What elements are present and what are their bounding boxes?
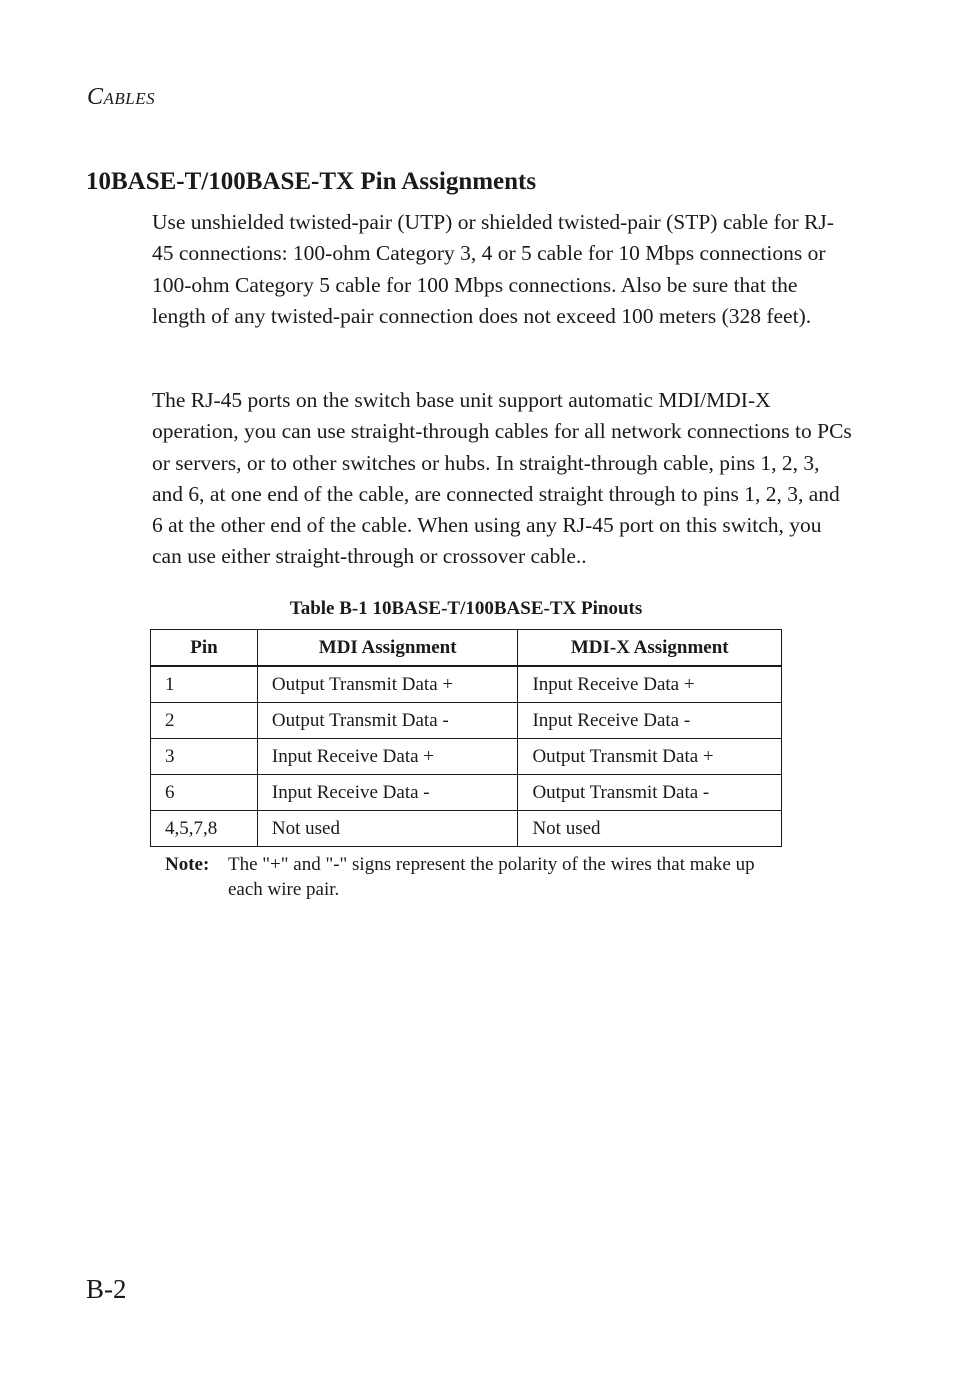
pin-cell: 1 xyxy=(151,666,258,703)
mdix-cell: Not used xyxy=(518,811,782,847)
column-header-pin: Pin xyxy=(151,630,258,667)
table-row xyxy=(151,666,782,703)
table-row xyxy=(151,775,782,811)
pin-cell: 2 xyxy=(151,703,258,739)
running-head: Cables xyxy=(87,84,156,110)
mdi-cell: Not used xyxy=(257,811,518,847)
mdi-cell: Output Transmit Data - xyxy=(257,703,518,739)
column-header-mdi: MDI Assignment xyxy=(257,630,518,667)
section-title: 10BASE-T/100BASE-TX Pin Assignments xyxy=(86,168,537,195)
pin-cell: 3 xyxy=(151,739,258,775)
body-paragraph-cable-types: Use unshielded twisted-pair (UTP) or shielded twisted-pair (STP) cable for RJ-45 connections: 100-ohm Category 3, 4 or 5 cable for 10 Mbps connections or 100-ohm Category 5 cable for 100 Mbps connections. Also be sure that the length of any twisted-pair connection does not exceed 100 meters (328 feet). xyxy=(152,210,834,328)
mdix-cell: Output Transmit Data - xyxy=(518,775,782,811)
column-header-mdix: MDI-X Assignment xyxy=(518,630,782,667)
pin-cell: 6 xyxy=(151,775,258,811)
table-header-row xyxy=(151,630,782,667)
mdi-cell: Input Receive Data - xyxy=(257,775,518,811)
table-row xyxy=(151,811,782,847)
mdi-cell: Input Receive Data + xyxy=(257,739,518,775)
note-text: The "+" and "-" signs represent the polarity of the wires that make up each wire pair. xyxy=(228,854,755,900)
table-row xyxy=(151,739,782,775)
pinout-table xyxy=(150,629,782,847)
table-row xyxy=(151,703,782,739)
pin-cell: 4,5,7,8 xyxy=(151,811,258,847)
table-caption: Table B-1 10BASE-T/100BASE-TX Pinouts xyxy=(289,598,643,619)
body-paragraph-mdi-operation: The RJ-45 ports on the switch base unit support automatic MDI/MDI-X operation, you can use straight-through cables for all network connections to PCs or servers, or to other switches or hubs. In straight-through cable, pins 1, 2, 3, and 6, at one end of the cable, are connected straight through to pins 1, 2, 3, and 6 at the other end of the cable. When using any RJ-45 port on this switch, you can use either straight-through or crossover cable.. xyxy=(152,388,852,569)
mdi-cell: Output Transmit Data + xyxy=(257,666,518,703)
mdix-cell: Input Receive Data + xyxy=(518,666,782,703)
page-number: B-2 xyxy=(86,1274,127,1304)
mdix-cell: Input Receive Data - xyxy=(518,703,782,739)
note-label: Note: xyxy=(165,854,210,875)
mdix-cell: Output Transmit Data + xyxy=(518,739,782,775)
